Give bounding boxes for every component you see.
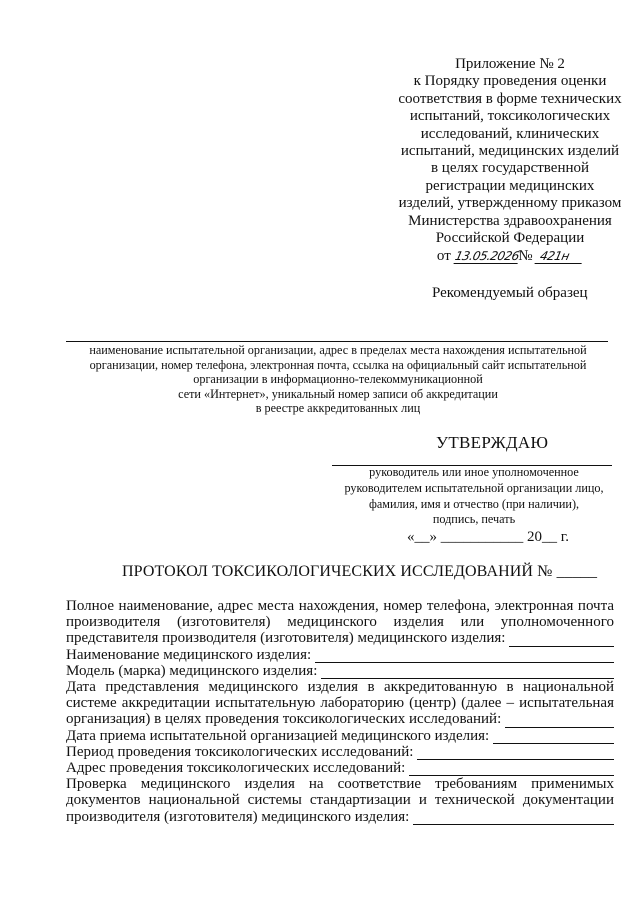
order-date-handwritten: 13.05.2026 bbox=[453, 249, 520, 264]
caption-line: сети «Интернет», уникальный номер записи об аккредитации bbox=[178, 386, 498, 401]
device-model-field bbox=[66, 663, 614, 679]
research-period-blank bbox=[417, 747, 614, 760]
manufacturer-field bbox=[66, 630, 614, 646]
order-prefix: от bbox=[436, 248, 451, 265]
caption-line: в реестре аккредитованных лиц bbox=[255, 401, 421, 416]
appendix-line: в целях государственной bbox=[430, 160, 590, 177]
manufacturer-field-line-2: производителя (изготовителя) медицинского изделия или уполномоченного bbox=[66, 614, 614, 631]
order-number-handwritten: 421н bbox=[535, 250, 585, 264]
research-address-field bbox=[66, 760, 614, 776]
submission-date-line-1: Дата представления медицинского изделия в аккредитованную в национальной bbox=[66, 679, 614, 696]
device-name-label: Наименование медицинского изделия: bbox=[66, 646, 312, 663]
approval-date-line: «__» ___________ 20__ г. bbox=[407, 529, 569, 545]
conformity-check-line-2: документов национальной системы стандартизации и технической документации bbox=[66, 792, 614, 809]
research-address-label: Адрес проведения токсикологических исследований: bbox=[66, 760, 406, 777]
order-reference bbox=[378, 248, 640, 265]
device-name-field bbox=[66, 647, 614, 663]
research-period-field bbox=[66, 744, 614, 760]
protocol-title: ПРОТОКОЛ ТОКСИКОЛОГИЧЕСКИХ ИССЛЕДОВАНИЙ № _____ bbox=[122, 563, 598, 580]
receipt-date-label: Дата приема испытательной организацией медицинского изделия: bbox=[66, 727, 490, 744]
appendix-line: испытаний, медицинских изделий bbox=[400, 143, 620, 160]
caption-line: руководителем испытательной организации лицо, bbox=[344, 480, 604, 495]
appendix-line: Приложение № 2 bbox=[455, 56, 565, 72]
caption-line: фамилия, имя и отчество (при наличии), bbox=[368, 496, 580, 511]
device-name-blank bbox=[315, 650, 614, 663]
appendix-line: исследований, клинических bbox=[420, 125, 600, 142]
appendix-line: Российской Федерации bbox=[435, 230, 585, 247]
conformity-check-field bbox=[66, 809, 614, 825]
protocol-form bbox=[66, 598, 614, 825]
receipt-date-field bbox=[66, 728, 614, 744]
research-period-label: Период проведения токсикологических исследований: bbox=[66, 743, 414, 760]
submission-date-label: организация) в целях проведения токсикологических исследований: bbox=[66, 711, 502, 728]
appendix-line: испытаний, токсикологических bbox=[409, 108, 611, 125]
conformity-check-blank bbox=[413, 812, 614, 825]
caption-line: руководитель или иное уполномоченное bbox=[369, 465, 579, 479]
approver-caption bbox=[330, 465, 618, 528]
caption-line: подпись, печать bbox=[432, 512, 516, 527]
recommended-sample-label: Рекомендуемый образец bbox=[432, 285, 588, 301]
device-model-label: Модель (марка) медицинского изделия: bbox=[66, 662, 318, 679]
caption-line: организации в информационно-телекоммуникационной bbox=[193, 372, 483, 387]
manufacturer-field-label: представителя производителя (изготовителя) медицинского изделия: bbox=[66, 630, 506, 647]
appendix-line: соответствия в форме технических bbox=[398, 90, 622, 107]
conformity-check-line-1: Проверка медицинского изделия на соответствие требованиям применимых bbox=[66, 776, 614, 793]
manufacturer-field-line-1: Полное наименование, адрес места нахождения, номер телефона, электронная почта bbox=[66, 598, 614, 614]
appendix-line: изделий, утвержденному приказом bbox=[398, 195, 622, 212]
device-model-blank bbox=[321, 666, 614, 679]
organization-caption bbox=[66, 343, 610, 416]
appendix-line: Министерства здравоохранения bbox=[408, 212, 612, 229]
appendix-line: регистрации медицинских bbox=[425, 177, 595, 194]
research-address-blank bbox=[409, 763, 614, 776]
caption-line: наименование испытательной организации, адрес в пределах места нахождения испытательной bbox=[89, 343, 587, 357]
order-number-sign: № bbox=[518, 248, 533, 265]
caption-line: организации, номер телефона, электронная почта, ссылка на официальный сайт испытательной bbox=[89, 357, 587, 372]
submission-date-blank bbox=[505, 715, 614, 728]
approve-heading: УТВЕРЖДАЮ bbox=[436, 433, 549, 452]
receipt-date-blank bbox=[493, 731, 614, 744]
conformity-check-label: производителя (изготовителя) медицинского изделия: bbox=[66, 808, 410, 825]
organization-name-line bbox=[66, 341, 608, 342]
submission-date-line-2: системе аккредитации испытательную лабораторию (центр) (далее – испытательная bbox=[66, 695, 614, 712]
appendix-line: к Порядку проведения оценки bbox=[413, 73, 607, 90]
submission-date-field bbox=[66, 711, 614, 727]
manufacturer-field-blank bbox=[509, 634, 614, 647]
appendix-header bbox=[378, 56, 640, 266]
